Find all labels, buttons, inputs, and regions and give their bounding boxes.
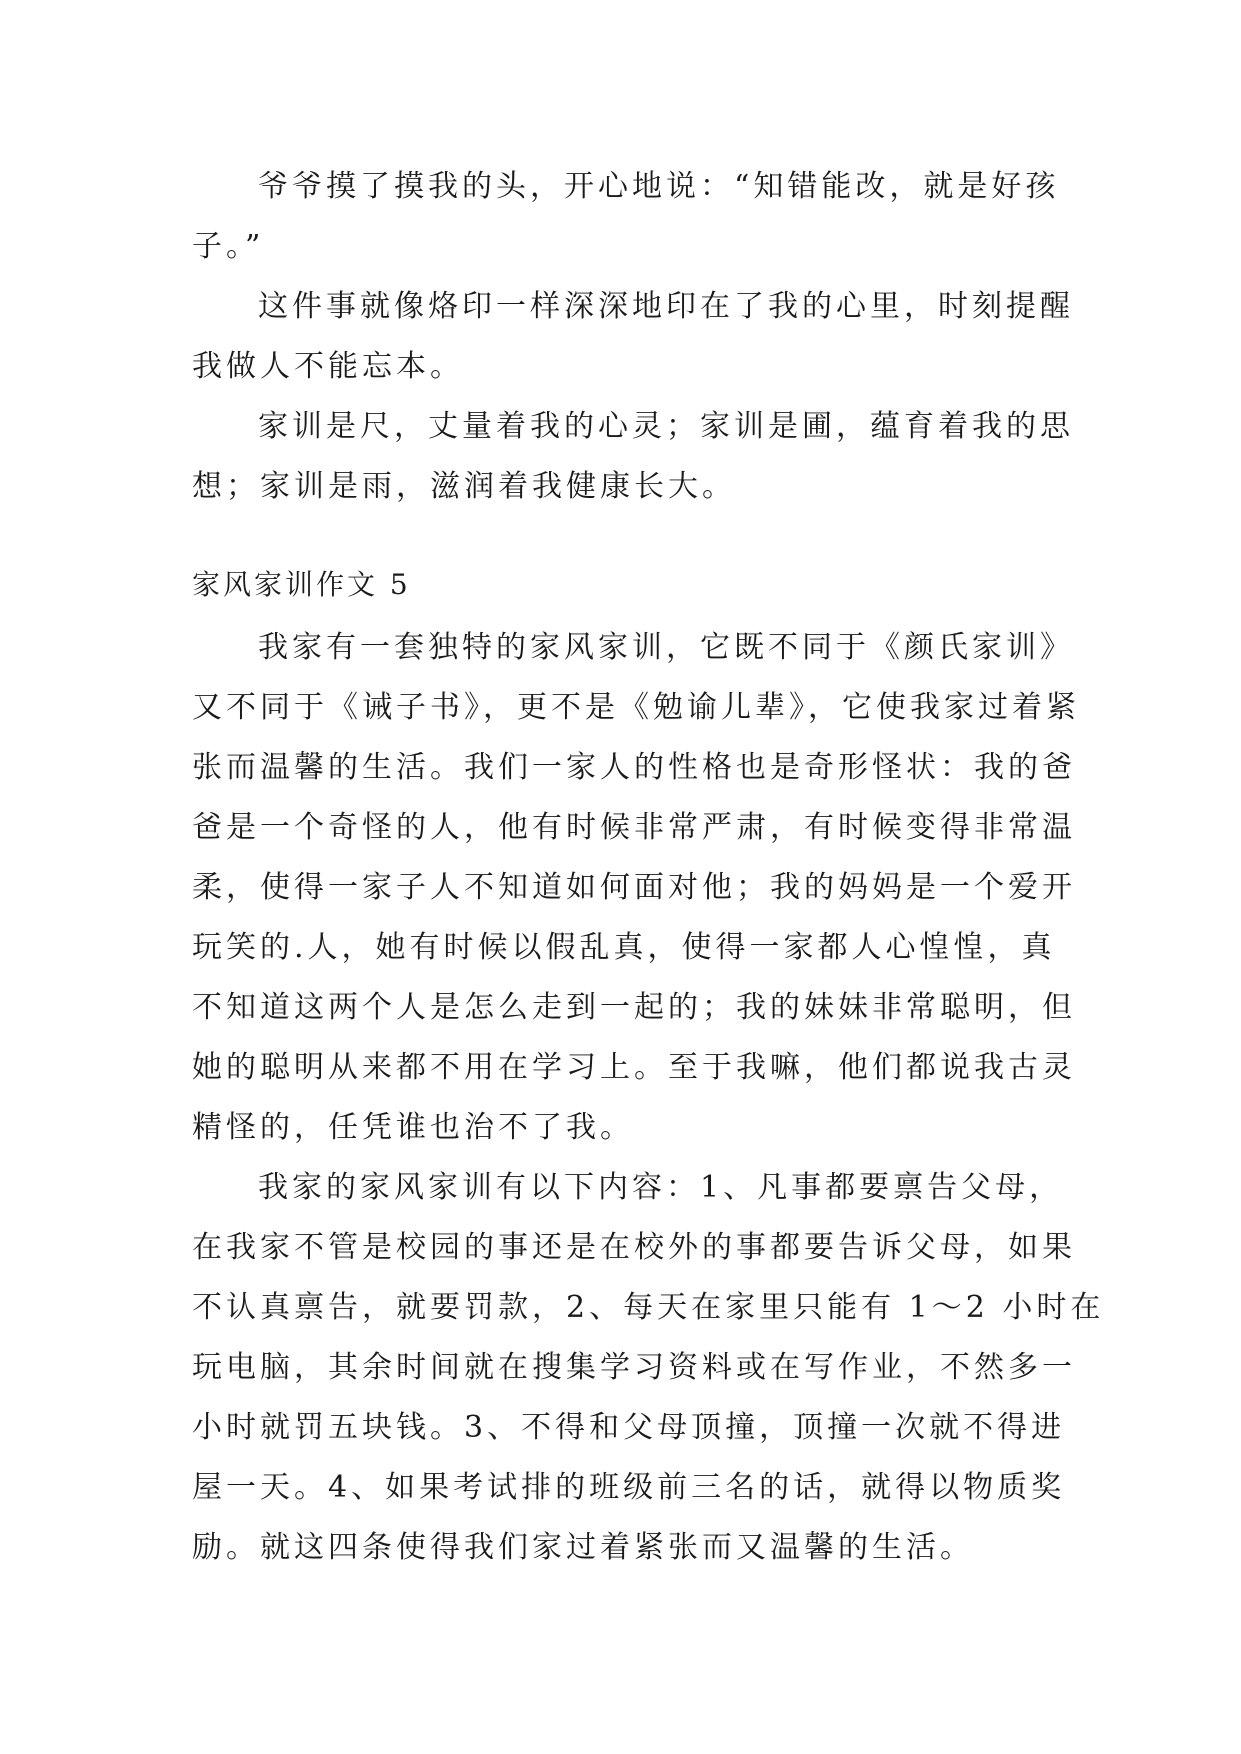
paragraph-line: 爷爷摸了摸我的头，开心地说：“知错能改，就是好孩 — [258, 169, 1060, 204]
paragraph-family-rules-list — [192, 1158, 1105, 1578]
paragraph-line: 她的聪明从来都不用在学习上。至于我嘛，他们都说我古灵 — [192, 1050, 1076, 1085]
paragraph-line: 柔，使得一家子人不知道如何面对他；我的妈妈是一个爱开 — [192, 870, 1076, 905]
paragraph-line: 精怪的，任凭谁也治不了我。 — [192, 1110, 634, 1145]
paragraph-line: 不知道这两个人是怎么走到一起的；我的妹妹非常聪明，但 — [192, 990, 1076, 1025]
paragraph-family-rules-metaphor — [192, 397, 1074, 517]
paragraph-line: 在我家不管是校园的事还是在校外的事都要告诉父母，如果 — [192, 1230, 1076, 1265]
paragraph-line: 玩电脑，其余时间就在搜集学习资料或在写作业，不然多一 — [192, 1350, 1076, 1385]
paragraph-line: 张而温馨的生活。我们一家人的性格也是奇形怪状：我的爸 — [192, 750, 1076, 785]
paragraph-line: 小时就罚五块钱。3、不得和父母顶撞，顶撞一次就不得进 — [192, 1410, 1066, 1445]
paragraph-imprint — [192, 277, 1074, 397]
paragraph-line: 子。” — [192, 229, 265, 264]
paragraph-line: 我做人不能忘本。 — [192, 349, 464, 384]
paragraph-grandpa — [192, 157, 1060, 277]
paragraph-line: 励。就这四条使得我们家过着紧张而又温馨的生活。 — [192, 1530, 974, 1565]
paragraph-line: 玩笑的.人，她有时候以假乱真，使得一家都人心惶惶，真 — [192, 930, 1056, 965]
paragraph-line: 屋一天。4、如果考试排的班级前三名的话，就得以物质奖 — [192, 1470, 1066, 1505]
paragraph-line: 不认真禀告，就要罚款，2、每天在家里只能有 1～2 小时在 — [192, 1290, 1105, 1325]
paragraph-line: 又不同于《诫子书》，更不是《勉谕儿辈》，它使我家过着紧 — [192, 690, 1080, 725]
paragraph-family-intro — [192, 618, 1080, 1158]
paragraph-line: 这件事就像烙印一样深深地印在了我的心里，时刻提醒 — [258, 289, 1074, 324]
paragraph-line: 想；家训是雨，滋润着我健康长大。 — [192, 469, 736, 504]
paragraph-line: 爸是一个奇怪的人，他有时候非常严肃，有时候变得非常温 — [192, 810, 1076, 845]
paragraph-line: 我家的家风家训有以下内容：1、凡事都要禀告父母， — [258, 1170, 1064, 1205]
paragraph-line: 家训是尺，丈量着我的心灵；家训是圃，蕴育着我的思 — [258, 409, 1074, 444]
paragraph-line: 我家有一套独特的家风家训，它既不同于《颜氏家训》 — [258, 630, 1074, 665]
section-title: 家风家训作文 5 — [192, 568, 411, 601]
